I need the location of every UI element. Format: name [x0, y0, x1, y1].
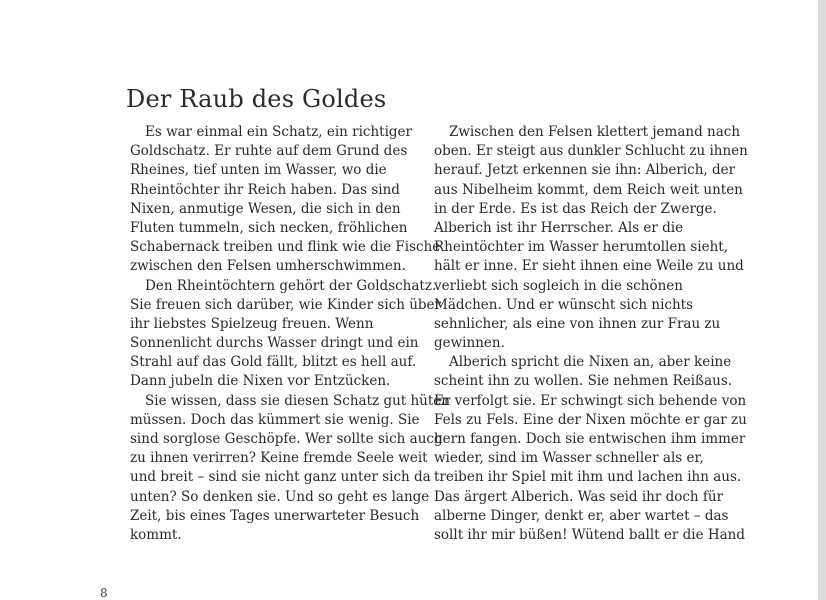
text-line: Fels zu Fels. Eine der Nixen möchte er gar zu	[434, 411, 747, 428]
text-line: sollt ihr mir büßen! Wütend ballt er die Hand	[434, 526, 746, 543]
text-line: wieder, sind im Wasser schneller als er,	[434, 450, 704, 467]
text-line: sind sorglose Geschöpfe. Wer sollte sich auch	[130, 431, 443, 447]
text-line: Sie wissen, dass sie diesen Schatz gut hüten	[145, 392, 450, 409]
text-line: Es war einmal ein Schatz, ein richtiger	[145, 124, 412, 140]
text-line: unten? So denken sie. Und so geht es lange	[130, 488, 430, 505]
right-text-column	[434, 123, 748, 545]
text-line: sehnlicher, als eine von ihnen zur Frau zu	[434, 315, 721, 332]
text-line: hält er inne. Er sieht ihnen eine Weile zu und	[434, 258, 744, 275]
text-line: Er verfolgt sie. Er schwingt sich behende von	[434, 392, 747, 409]
scan-edge	[818, 0, 826, 600]
text-line: Schabernack treiben und flink wie die Fische	[130, 239, 441, 256]
text-line: Sonnenlicht durchs Wasser dringt und ein	[130, 335, 419, 352]
page-number: 8	[100, 586, 108, 600]
text-line: gern fangen. Doch sie entwischen ihm immer	[434, 431, 746, 447]
text-line: gewinnen.	[434, 335, 505, 352]
text-line: zu ihnen verirren? Keine fremde Seele weit	[130, 450, 428, 467]
text-line: verliebt sich sogleich in die schönen	[434, 277, 683, 294]
text-line: Rheintöchter ihr Reich haben. Das sind	[130, 181, 400, 198]
text-line: Zwischen den Felsen klettert jemand nach	[449, 124, 741, 140]
text-line: treiben ihr Spiel mit ihm und lachen ihn aus.	[434, 469, 742, 486]
text-line: müssen. Doch das kümmert sie wenig. Sie	[130, 411, 420, 428]
text-line: Sie freuen sich darüber, wie Kinder sich über	[130, 296, 441, 313]
text-line: Alberich ist ihr Herrscher. Als er die	[434, 219, 684, 236]
text-line: Dann jubeln die Nixen vor Entzücken.	[130, 373, 391, 390]
text-line: Alberich spricht die Nixen an, aber keine	[449, 354, 732, 371]
text-line: in der Erde. Es ist das Reich der Zwerge.	[434, 200, 717, 217]
text-line: Mädchen. Und er wünscht sich nichts	[434, 296, 694, 313]
text-line: Zeit, bis eines Tages unerwarteter Besuch	[130, 507, 420, 524]
text-line: Das ärgert Alberich. Was seid ihr doch für	[434, 488, 724, 505]
text-line: ihr liebstes Spielzeug freuen. Wenn	[130, 315, 374, 332]
text-line: Den Rheintöchtern gehört der Goldschatz.	[145, 277, 437, 294]
text-line: oben. Er steigt aus dunkler Schlucht zu ihnen	[434, 143, 748, 160]
text-line: und breit – sind sie nicht ganz unter sich da	[130, 469, 431, 486]
text-line: herauf. Jetzt erkennen sie ihn: Alberich, der	[434, 162, 736, 179]
text-line: Rheines, tief unten im Wasser, wo die	[130, 162, 387, 179]
text-line: zwischen den Felsen umherschwimmen.	[130, 258, 406, 275]
chapter-title: Der Raub des Goldes	[126, 85, 387, 114]
text-line: Strahl auf das Gold fällt, blitzt es hell auf.	[130, 354, 417, 371]
left-text-column	[130, 123, 450, 545]
text-line: scheint ihn zu wollen. Sie nehmen Reißaus.	[434, 373, 733, 390]
text-line: alberne Dinger, denkt er, aber wartet – das	[434, 507, 729, 524]
text-line: Rheintöchter im Wasser herumtollen sieht,	[434, 239, 729, 256]
text-line: aus Nibelheim kommt, dem Reich weit unten	[434, 181, 743, 198]
text-line: Goldschatz. Er ruhte auf dem Grund des	[130, 143, 408, 160]
text-line: Fluten tummeln, sich necken, fröhlichen	[130, 219, 408, 236]
text-line: Nixen, anmutige Wesen, die sich in den	[130, 200, 401, 217]
text-line: kommt.	[130, 526, 182, 543]
